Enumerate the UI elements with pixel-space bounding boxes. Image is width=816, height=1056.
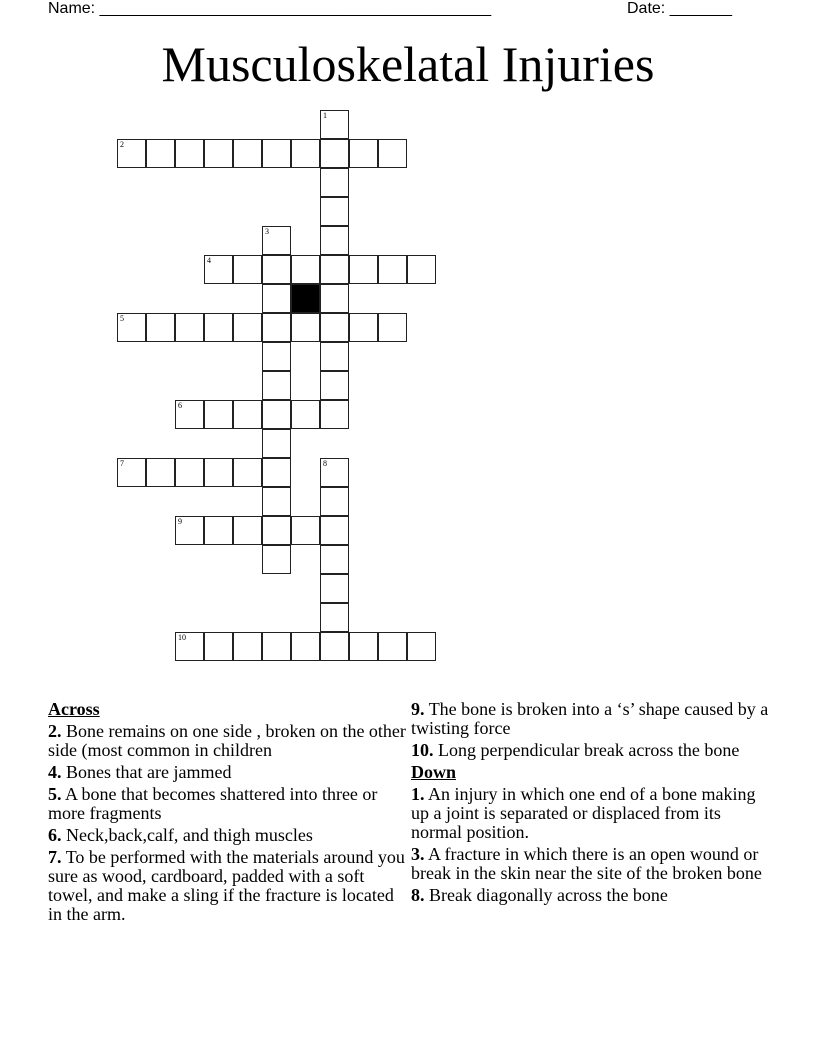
- grid-cell[interactable]: [262, 226, 291, 255]
- grid-cell[interactable]: [233, 516, 262, 545]
- grid-cell[interactable]: [117, 139, 146, 168]
- grid-cell[interactable]: [291, 516, 320, 545]
- grid-cell[interactable]: [378, 313, 407, 342]
- clue-number: 3.: [411, 844, 425, 864]
- clue-number: 5.: [48, 784, 62, 804]
- grid-cell[interactable]: [320, 400, 349, 429]
- grid-cell[interactable]: [291, 400, 320, 429]
- grid-cell[interactable]: [320, 168, 349, 197]
- clue-number: 9.: [411, 699, 425, 719]
- across-heading: Across: [48, 699, 100, 719]
- grid-cell[interactable]: [175, 516, 204, 545]
- down-heading: Down: [411, 762, 457, 782]
- grid-cell[interactable]: [291, 255, 320, 284]
- grid-cell[interactable]: [320, 255, 349, 284]
- clue-number-label: 2: [120, 140, 124, 149]
- grid-cell[interactable]: [349, 313, 378, 342]
- date-field[interactable]: Date: _______: [627, 0, 732, 17]
- grid-cell[interactable]: [320, 371, 349, 400]
- clue-across-10: [411, 741, 771, 760]
- grid-cell[interactable]: [262, 313, 291, 342]
- grid-cell[interactable]: [320, 139, 349, 168]
- grid-cell[interactable]: [175, 313, 204, 342]
- grid-cell[interactable]: [262, 429, 291, 458]
- grid-cell[interactable]: [320, 342, 349, 371]
- grid-cell[interactable]: [349, 139, 378, 168]
- clue-number: 6.: [48, 825, 62, 845]
- grid-cell[interactable]: [320, 603, 349, 632]
- grid-cell[interactable]: [320, 516, 349, 545]
- grid-cell[interactable]: [320, 197, 349, 226]
- clue-number: 7.: [48, 847, 62, 867]
- grid-cell[interactable]: [349, 632, 378, 661]
- clue-across-5: [48, 785, 408, 823]
- clue-number: 8.: [411, 885, 425, 905]
- grid-cell[interactable]: [262, 487, 291, 516]
- grid-cell[interactable]: [320, 545, 349, 574]
- clues-left-column: [48, 700, 408, 927]
- grid-cell[interactable]: [146, 139, 175, 168]
- clue-number: 10.: [411, 740, 434, 760]
- grid-cell[interactable]: [175, 458, 204, 487]
- grid-cell[interactable]: [204, 139, 233, 168]
- grid-cell[interactable]: [233, 632, 262, 661]
- clue-across-2: [48, 722, 408, 760]
- grid-cell[interactable]: [349, 255, 378, 284]
- grid-cell[interactable]: [262, 545, 291, 574]
- clue-number-label: 5: [120, 314, 124, 323]
- clue-number-label: 3: [265, 227, 269, 236]
- grid-cell[interactable]: [262, 458, 291, 487]
- clue-text: Bone remains on one side , broken on the other side (most common in children: [48, 721, 406, 760]
- clue-text: Neck,back,calf, and thigh muscles: [66, 825, 313, 845]
- clue-number-label: 10: [178, 633, 186, 642]
- grid-cell[interactable]: [117, 458, 146, 487]
- grid-cell[interactable]: [117, 313, 146, 342]
- clue-number-label: 1: [323, 111, 327, 120]
- clue-number-label: 4: [207, 256, 211, 265]
- grid-cell[interactable]: [262, 342, 291, 371]
- grid-cell[interactable]: [407, 632, 436, 661]
- grid-cell[interactable]: [320, 574, 349, 603]
- clue-text: Bones that are jammed: [66, 762, 232, 782]
- grid-cell[interactable]: [320, 487, 349, 516]
- grid-cell[interactable]: [291, 313, 320, 342]
- grid-cell[interactable]: [262, 400, 291, 429]
- grid-cell[interactable]: [204, 400, 233, 429]
- grid-cell[interactable]: [262, 516, 291, 545]
- grid-cell[interactable]: [378, 139, 407, 168]
- clue-text: The bone is broken into a ‘s’ shape caused by a twisting force: [411, 699, 769, 738]
- grid-cell[interactable]: [146, 458, 175, 487]
- grid-cell[interactable]: [204, 255, 233, 284]
- clue-number: 1.: [411, 784, 425, 804]
- grid-cell[interactable]: [378, 255, 407, 284]
- clue-across-9: [411, 700, 771, 738]
- clue-number-label: 6: [178, 401, 182, 410]
- grid-cell[interactable]: [320, 458, 349, 487]
- grid-cell[interactable]: [233, 139, 262, 168]
- clue-text: To be performed with the materials around you sure as wood, cardboard, padded with a soft towel, and make a sling if the fracture is located in the arm.: [48, 847, 405, 924]
- black-cell: [291, 284, 320, 313]
- clue-number: 4.: [48, 762, 62, 782]
- clue-text: An injury in which one end of a bone making up a joint is separated or displaced from its normal position.: [411, 784, 756, 842]
- grid-cell[interactable]: [262, 632, 291, 661]
- clues-right-column: [411, 700, 771, 908]
- clue-across-7: [48, 848, 408, 924]
- grid-cell[interactable]: [233, 313, 262, 342]
- grid-cell[interactable]: [262, 255, 291, 284]
- clue-number: 2.: [48, 721, 62, 741]
- name-field[interactable]: Name: ____________________________________________: [48, 0, 492, 17]
- grid-cell[interactable]: [320, 313, 349, 342]
- clue-across-4: [48, 763, 408, 782]
- grid-cell[interactable]: [378, 632, 407, 661]
- grid-cell[interactable]: [320, 110, 349, 139]
- grid-cell[interactable]: [146, 313, 175, 342]
- clue-across-6: [48, 826, 408, 845]
- clue-text: Long perpendicular break across the bone: [438, 740, 740, 760]
- grid-cell[interactable]: [320, 226, 349, 255]
- grid-cell[interactable]: [262, 284, 291, 313]
- grid-cell[interactable]: [291, 632, 320, 661]
- grid-cell[interactable]: [262, 139, 291, 168]
- grid-cell[interactable]: [204, 632, 233, 661]
- grid-cell[interactable]: [291, 139, 320, 168]
- grid-cell[interactable]: [233, 458, 262, 487]
- clue-text: A bone that becomes shattered into three or more fragments: [48, 784, 378, 823]
- grid-cell[interactable]: [262, 371, 291, 400]
- clue-number-label: 8: [323, 459, 327, 468]
- clue-down-3: [411, 845, 771, 883]
- clue-down-8: [411, 886, 771, 905]
- grid-cell[interactable]: [233, 255, 262, 284]
- clue-text: Break diagonally across the bone: [429, 885, 668, 905]
- grid-cell[interactable]: [407, 255, 436, 284]
- grid-cell[interactable]: [175, 632, 204, 661]
- grid-cell[interactable]: [204, 516, 233, 545]
- page-title: Musculoskelatal Injuries: [161, 36, 655, 92]
- grid-cell[interactable]: [175, 139, 204, 168]
- grid-cell[interactable]: [204, 458, 233, 487]
- grid-cell[interactable]: [320, 632, 349, 661]
- clue-text: A fracture in which there is an open wound or break in the skin near the site of the broken bone: [411, 844, 762, 883]
- clue-number-label: 9: [178, 517, 182, 526]
- grid-cell[interactable]: [175, 400, 204, 429]
- grid-cell[interactable]: [204, 313, 233, 342]
- grid-cell[interactable]: [233, 400, 262, 429]
- clue-down-1: [411, 785, 771, 842]
- grid-cell[interactable]: [320, 284, 349, 313]
- clue-number-label: 7: [120, 459, 124, 468]
